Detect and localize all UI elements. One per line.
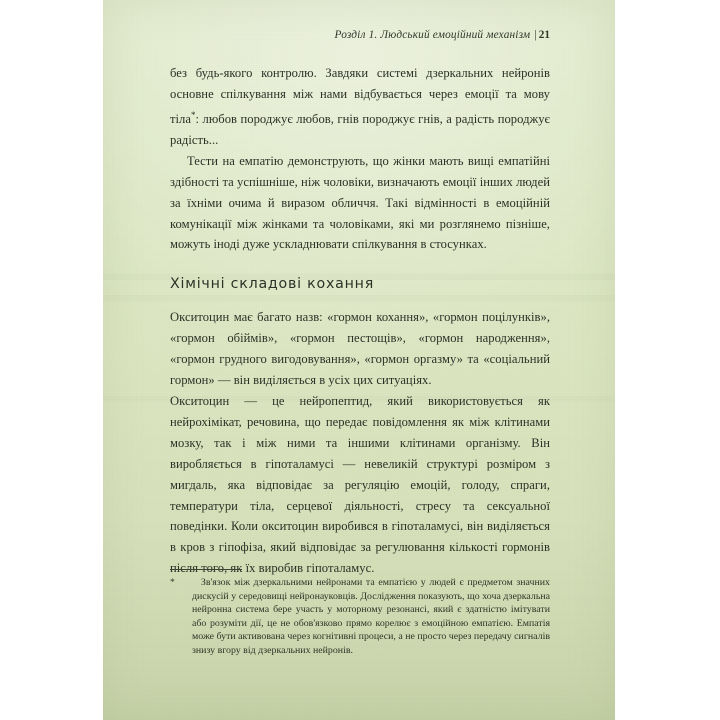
running-head-separator: | (534, 29, 537, 41)
paragraph-mirror-neurons-text-a: без будь-якого контролю. Завдяки системі дзеркальних нейронів основне спілкування між нами відбувається через емоції та мову тіла (170, 66, 550, 126)
paragraph-mirror-neurons-text-b: : любов породжує любов, гнів породжує гнів, а радість породжує радість... (170, 112, 550, 147)
running-head (335, 29, 550, 41)
page-number: 21 (538, 29, 550, 41)
page-text-column (170, 0, 550, 720)
footnote-text: Зв'язок між дзеркальними нейронами та емпатією у людей є предметом значних дискусій у середовищі нейронауковців. Дослідження показують, що хоча дзеркальна нейронна система бере участь у моторному резонансі, який є здатністю імітувати або розуміти дії, це не обов'язково прямо корелює з емоційною емпатією. Емпатія може бути активована через когнітивні процеси, а не просто через передачу сигналів знизу вгору від дзеркальних нейронів. (192, 577, 550, 656)
heading-spacer-above (170, 255, 550, 274)
section-heading: Хімічні складові кохання (170, 276, 375, 293)
book-page (103, 0, 615, 720)
footnote-row (170, 576, 550, 658)
body-column (170, 63, 550, 579)
paragraph-mirror-neurons (170, 63, 550, 151)
footnote-block (170, 569, 550, 658)
footnote-separator-rule (170, 569, 242, 570)
paragraph-oxytocin-names: Окситоцин має багато назв: «гормон кохання», «гормон поцілунків», «гормон обіймів», «гормон пестощів», «гормон народження», «гормон грудного вигодовування», «гормон оргазму» та «соціальний гормон» — він виділяється в усіх цих ситуаціях. (170, 310, 550, 388)
heading-spacer-below (170, 294, 550, 307)
footnote-marker: * (170, 578, 175, 588)
paragraph-empathy-tests: Тести на емпатію демонструють, що жінки мають вищі емпатійні здібності та успішніше, ніж чоловіки, визначають емоції інших людей за їхніми очима й виразом обличчя. Такі відмінності в емоційній комунікації між жінками та чоловіками, які ми розглянемо пізніше, можуть іноді дуже ускладнювати спілкування в стосунках. (170, 153, 550, 252)
running-head-chapter-title: Розділ 1. Людський емоційний механізм (334, 29, 531, 41)
paragraph-oxytocin-definition: Окситоцин — це нейропептид, який використовується як нейрохімікат, речовина, що передає повідомлення як між клітинами мозку, так і між ними та іншими клітинами організму. Він виробляється в гіпоталамусі — невеликій структурі розміром з мигдаль, яка відповідає за регуляцію емоцій, голоду, спраги, температури тіла, серцевої діяльності, стресу та сексуальної поведінки. Коли окситоцин виробився в гіпоталамусі, він виділяється в кров з гіпофіза, який відповідає за регулювання кількості гормонів після того, як їх виробив гіпоталамус. (170, 393, 550, 576)
footnote-reference-marker: * (190, 109, 196, 120)
